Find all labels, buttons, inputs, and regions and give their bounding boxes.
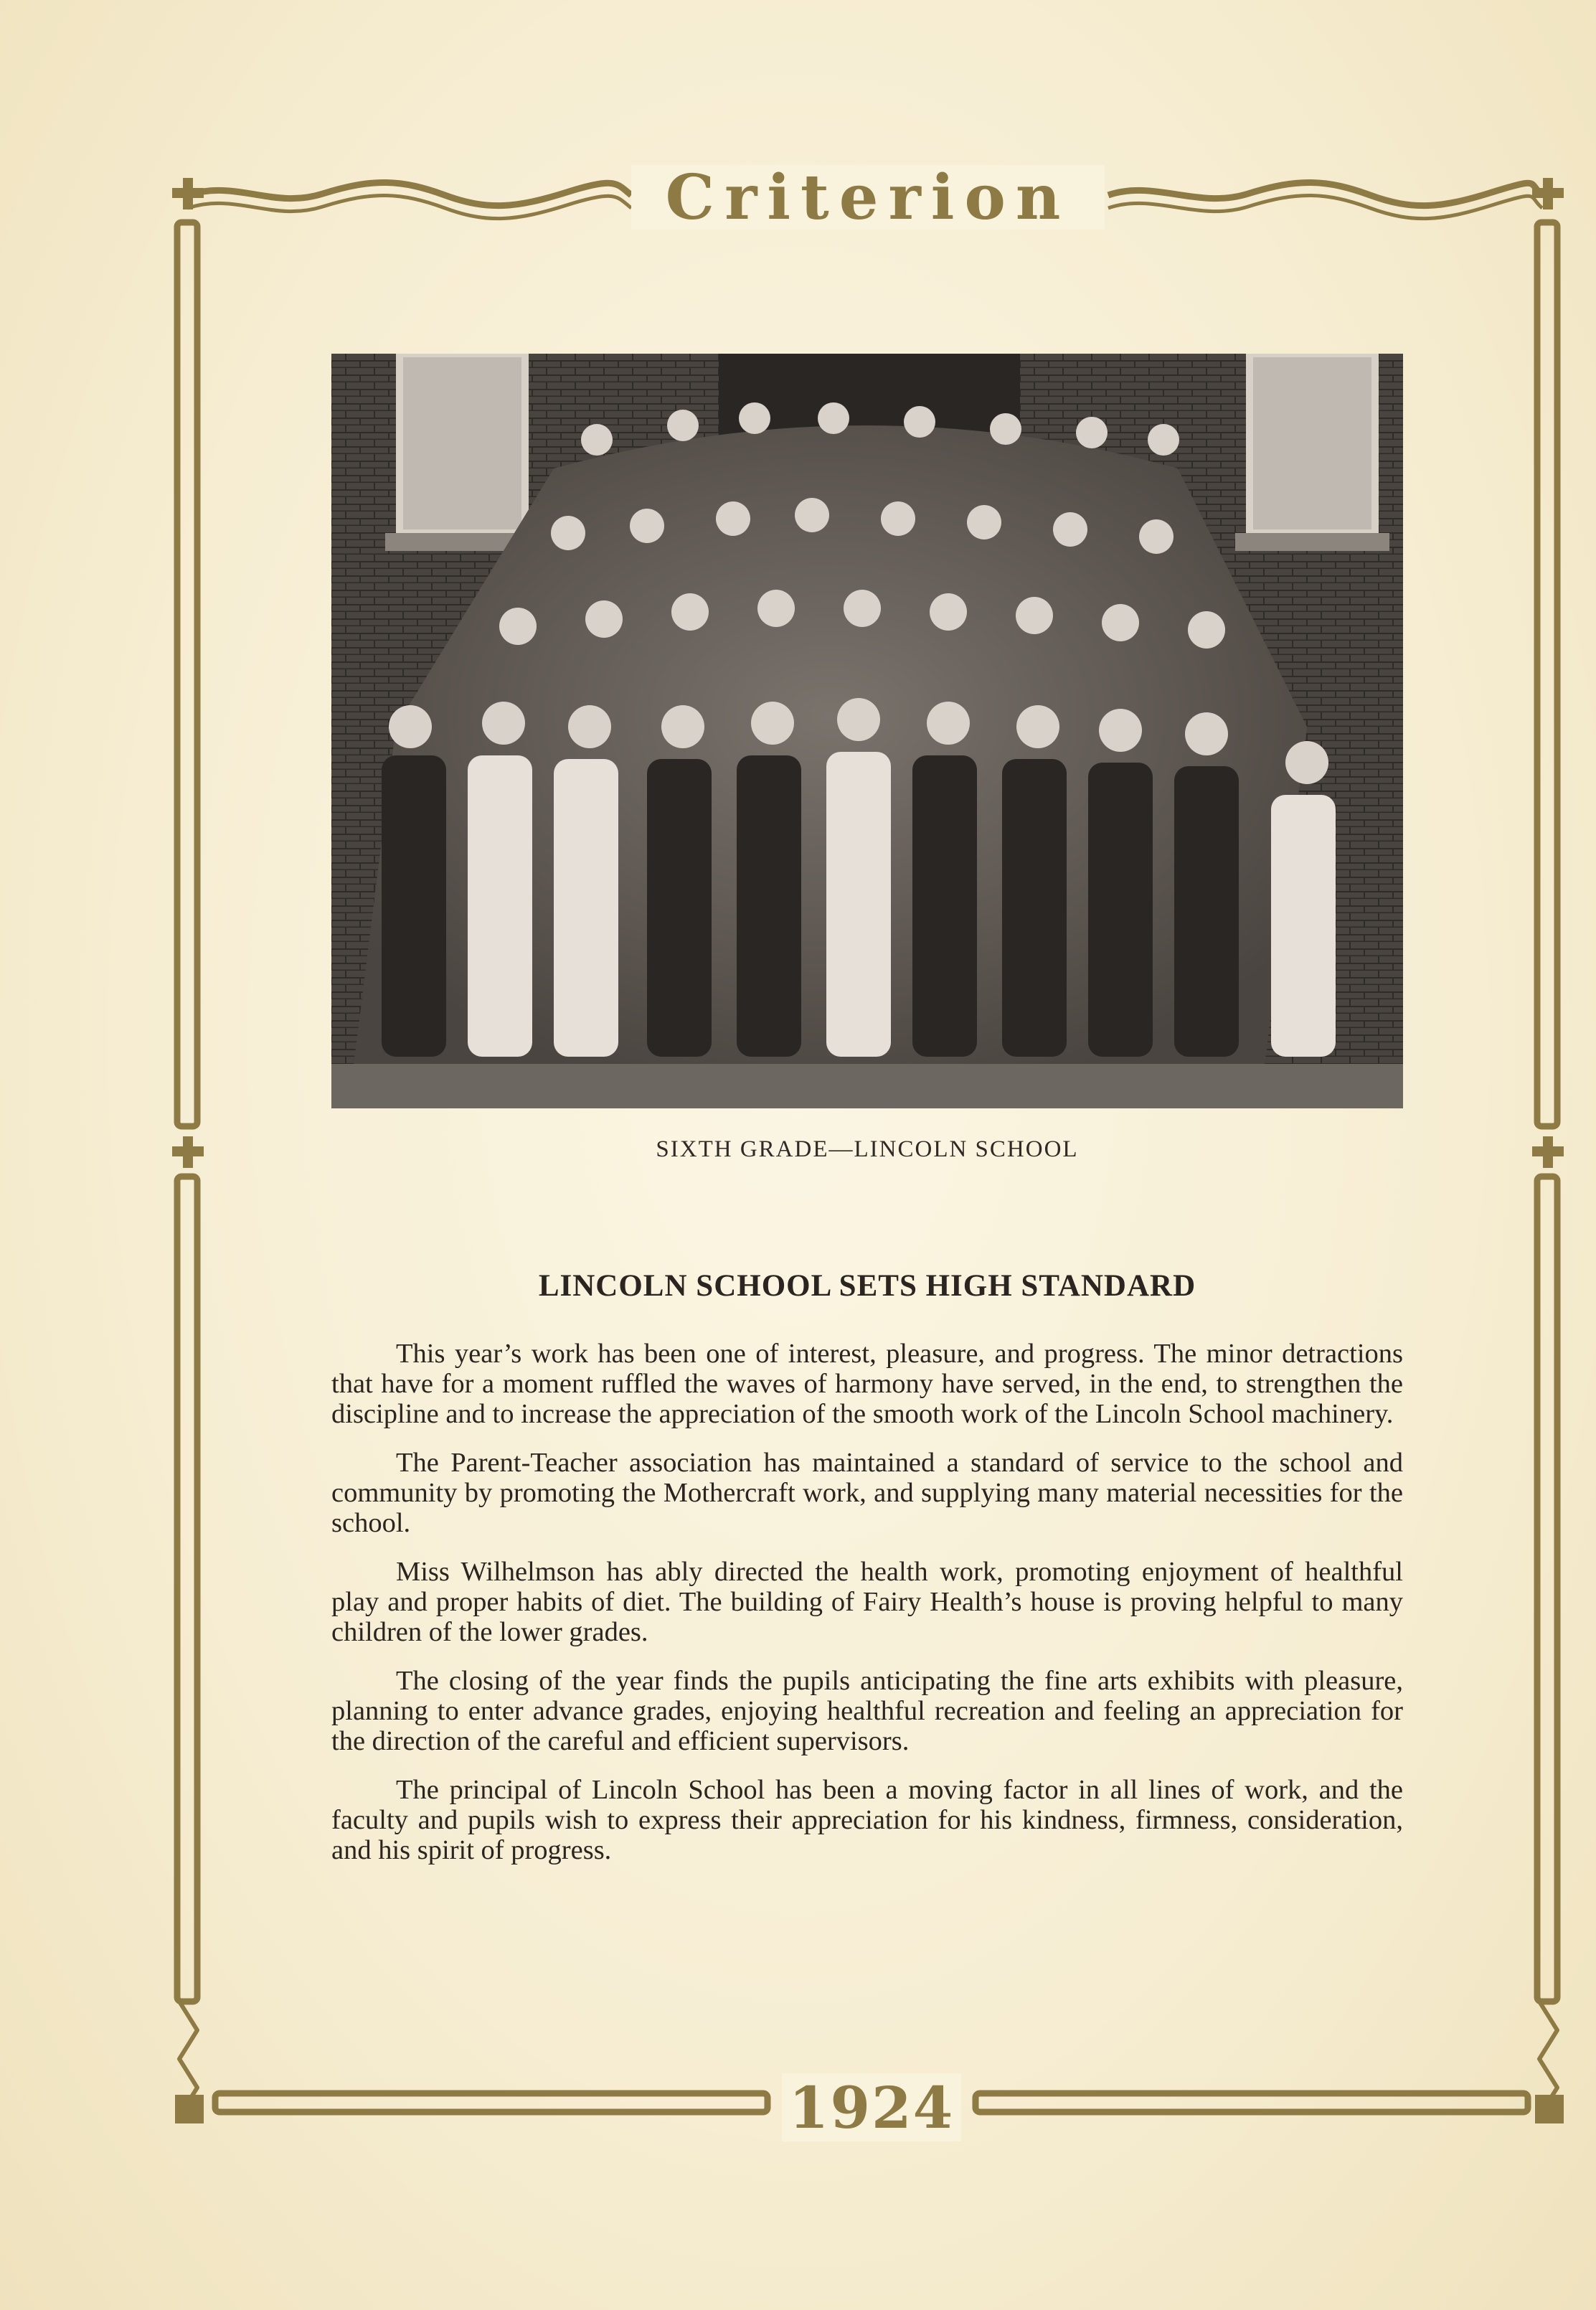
article-paragraph: The closing of the year finds the pupils anticipating the fine arts exhibits with pleasure, planning to enter advance grades, enjoying healthful recreation and feeling an appreciation for the direction of the careful and efficient supervisors.: [331, 1666, 1403, 1756]
article-paragraph: Miss Wilhelmson has ably directed the health work, promoting enjoyment of healthful play and proper habits of diet. The building of Fairy Health’s house is proving helpful to many children of the lower grades.: [331, 1557, 1403, 1647]
article-body: [331, 1339, 1403, 1884]
article-paragraph: The Parent-Teacher association has maintained a standard of service to the school and community by promoting the Mothercraft work, and supplying many material necessities for the school.: [331, 1448, 1403, 1538]
photo-image: [331, 354, 1403, 1108]
masthead-title: Criterion: [631, 165, 1105, 230]
photo-caption: SIXTH GRADE—LINCOLN SCHOOL: [656, 1136, 1079, 1162]
article-paragraph: The principal of Lincoln School has been a moving factor in all lines of work, and the faculty and pupils wish to express their appreciation for his kindness, firmness, consideration, and his spirit of progress.: [331, 1775, 1403, 1865]
article-paragraph: This year’s work has been one of interest, pleasure, and progress. The minor detractions that have for a moment ruffled the waves of harmony have served, in the end, to strengthen the discipline and to increase the appreciation of the smooth work of the Lincoln School machinery.: [331, 1339, 1403, 1429]
year-emblem: 1924: [782, 2073, 961, 2141]
article-headline: LINCOLN SCHOOL SETS HIGH STANDARD: [538, 1269, 1196, 1303]
class-photograph: [331, 354, 1403, 1108]
